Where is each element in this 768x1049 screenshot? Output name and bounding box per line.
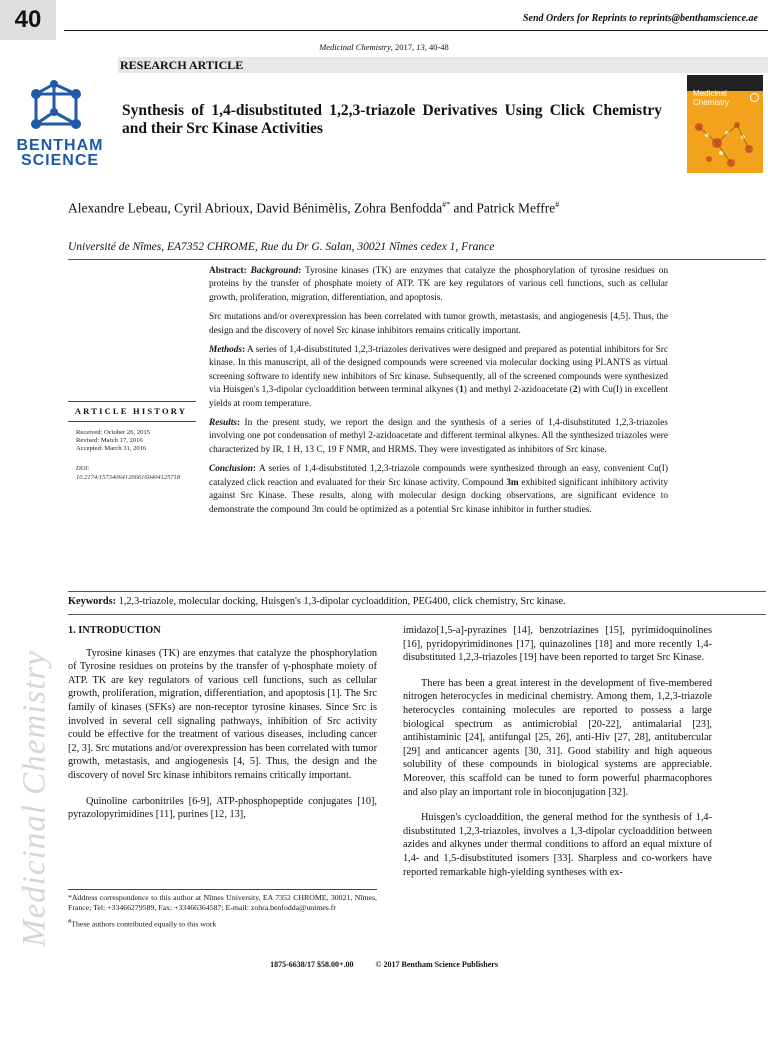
keywords: Keywords: 1,2,3-triazole, molecular docking, Huisgen's 1,3-dipolar cycloaddition, PEG400, click chemistry, Src kinase.: [68, 596, 566, 607]
abstract-background: Abstract: Background: Tyrosine kinases (TK) are enzymes that catalyze the phosphorylation of tyrosine residues on proteins by the transfer of phosphate moiety of ATP. TK are key regulators of various cell functions, such as cellular growth, proliferation, migration, differentiation, and apoptosis.: [209, 266, 669, 303]
section-heading: 1. INTRODUCTION: [68, 625, 161, 636]
page-number: 40: [0, 0, 56, 40]
journal-cover-thumbnail: [687, 75, 763, 173]
header-rule: [64, 30, 768, 31]
body-paragraph: Huisgen's cycloaddition, the general method for the synthesis of 1,4-disubstituted 1,2,3-triazoles, involves a 1,3-dipolar cycloaddition between azides and alkynes under thermal conditions to afford an equal mixture of 1,4- and 1,5-disubstituted isomers [33]. Sharpless and co-workers have reported remarkable high-yielding syntheses with ex-: [403, 812, 712, 878]
journal-watermark: Medicinal Chemistry: [16, 650, 53, 947]
abstract-background-2: Src mutations and/or overexpression has been correlated with tumor growth, metastasis, and angiogenesis [4,5]. Thus, the design and the discovery of novel Src kinase inhibitors remains critically important.: [209, 312, 668, 336]
cover-molecule-graphic: [687, 107, 763, 173]
keywords-rule-bottom: [68, 614, 766, 615]
reprints-notice: Send Orders for Reprints to reprints@benthamscience.ae: [523, 13, 758, 24]
abstract: [209, 265, 668, 523]
article-history-dates: Received: October 26, 2015 Revised: March 17, 2016 Accepted: March 31, 2016: [76, 429, 150, 452]
keywords-rule-top: [68, 591, 766, 592]
cover-title: Medicinal Chemistry: [693, 89, 730, 107]
affiliation: Université de Nîmes, EA7352 CHROME, Rue du Dr G. Salan, 30021 Nîmes cedex 1, France: [68, 241, 495, 253]
article-title: Synthesis of 1,4-disubstituted 1,2,3-triazole Derivatives Using Click Chemistry and their Src Kinase Activities: [122, 102, 662, 137]
body-paragraph: There has been a great interest in the development of five-membered nitrogen heterocycles in medicinal chemistry. Among them, 1,2,3-triazole heterocycles containing molecules are reported to possess a large biological spectrum as antimicrobial [20-22], antimalarial [23], antihistaminic [24], antifungal [25, 26], anti-Hiv [27, 28], antitubercular [29] and anticancer agents [30, 31]. Good stability and high aqueous solubility of these compounds in biological systems are appreciable. Moreover, this scaffold can be tuned to form powerful pharmacophores and also play an important role in bioconjugation [32].: [403, 677, 712, 798]
footnotes: [68, 893, 377, 934]
cover-ring-icon: [750, 93, 759, 102]
author-list: Alexandre Lebeau, Cyril Abrioux, David Bénimèlis, Zohra Benfodda#* and Patrick Meffre#: [68, 200, 560, 216]
abstract-results: Results: In the present study, we report the design and the synthesis of a series of 1,4-disubstituted 1,2,3-triazoles involving one pot condensation of methyl 2-azidoacetate and different terminal alkynes. All the synthesized triazoles were characterized by IR, 1 H, 13 C, 19 F NMR, and HRMS. They were investigated as inhibitors of Src kinase.: [209, 418, 668, 455]
body-column-left: [68, 624, 377, 834]
publisher-name: BENTHAM SCIENCE: [16, 137, 104, 169]
body-paragraph: Quinoline carbonitriles [6-9], ATP-phosphopeptide conjugates [10], pyrazolopyrimidines [11], purines [12, 13],: [68, 795, 377, 821]
body-paragraph: Tyrosine kinases (TK) are enzymes that catalyze the phosphorylation of Tyrosine residues on proteins by the transfer of γ-phosphate moiety of ATP. TK are key regulators of various cell functions, such as cellular growth, proliferation, migration, differentiation, and apoptosis [1]. The Src family of kinases (SFKs) are non-receptor tyrosine kinases. Since Src is involved in several cell signaling pathways, inhibition of Src activity could be effective for the treatment of various diseases, including cancer [2, 3]. Src mutations and/or overexpression has been correlated with tumor growth, metastasis, and angiogenesis [4, 5]. Thus, the design and the discovery of novel Src kinase inhibitors remains critically important.: [68, 647, 377, 781]
article-type-bar: RESEARCH ARTICLE: [118, 57, 768, 73]
article-history-title: ARTICLE HISTORY: [74, 406, 188, 416]
footnote-rule: [68, 889, 377, 890]
body-column-right: [403, 624, 712, 891]
abstract-conclusion: Conclusion: A series of 1,4-disubstituted 1,2,3-triazole compounds were synthesized through an easy, convenient Cu(I) catalyzed click reaction and evaluated for their Src kinase activity. Compound 3m exhibited significant inhibitory activity against Src Kinase. These results, along with molecular design docking observations, are significant evidence to demonstrate the compound 3m could be optimized as a potential Src kinase inhibitor in further studies.: [209, 464, 668, 515]
equal-contribution-note: #These authors contributed equally to this work: [68, 918, 217, 929]
history-rule-bottom: [68, 421, 196, 422]
divider: [68, 259, 766, 260]
journal-citation: Medicinal Chemistry, 2017, 13, 40-48: [319, 42, 449, 52]
body-paragraph: imidazo[1,5-a]-pyrazines [14], benzotriazines [15], pyrimidoquinolines [16], pyridopyrimidinones [17], quinazolines [18] and more recently 1,4-disubstituted 1,2,3-triazoles [19] have been reported to target Src Kinase.: [403, 625, 712, 664]
abstract-methods: Methods: A series of 1,4-disubstituted 1,2,3-triazoles derivatives were designed and prepared as potential inhibitors for Src kinase. In this manuscript, all of the designed compounds were screened via molecular docking using PLANTS as virtual screening software to identify new inhibitors of Src kinase. Subsequently, all of the screened compounds were synthesized via Huisgen's 1,3-dipolar cycloaddition between terminal alkynes (1) and methyl 2-azidoacetate (2) with Cu(I) in excellent yields at room temperature.: [209, 345, 668, 409]
correspondence-note: *Address correspondence to this author at Nîmes University, EA 7352 CHROME, 30021, Nîmes, France; Tel: +33466279589, Fax: +33466364587; E-mail: zohra.benfodda@unimes.fr: [68, 893, 377, 912]
page-footer: 1875-6638/17 $58.00+.00 © 2017 Bentham Science Publishers: [270, 960, 498, 969]
history-rule-top: [68, 401, 196, 402]
doi[interactable]: DOI: 10.2174/1573406412666160404125718: [76, 465, 181, 481]
